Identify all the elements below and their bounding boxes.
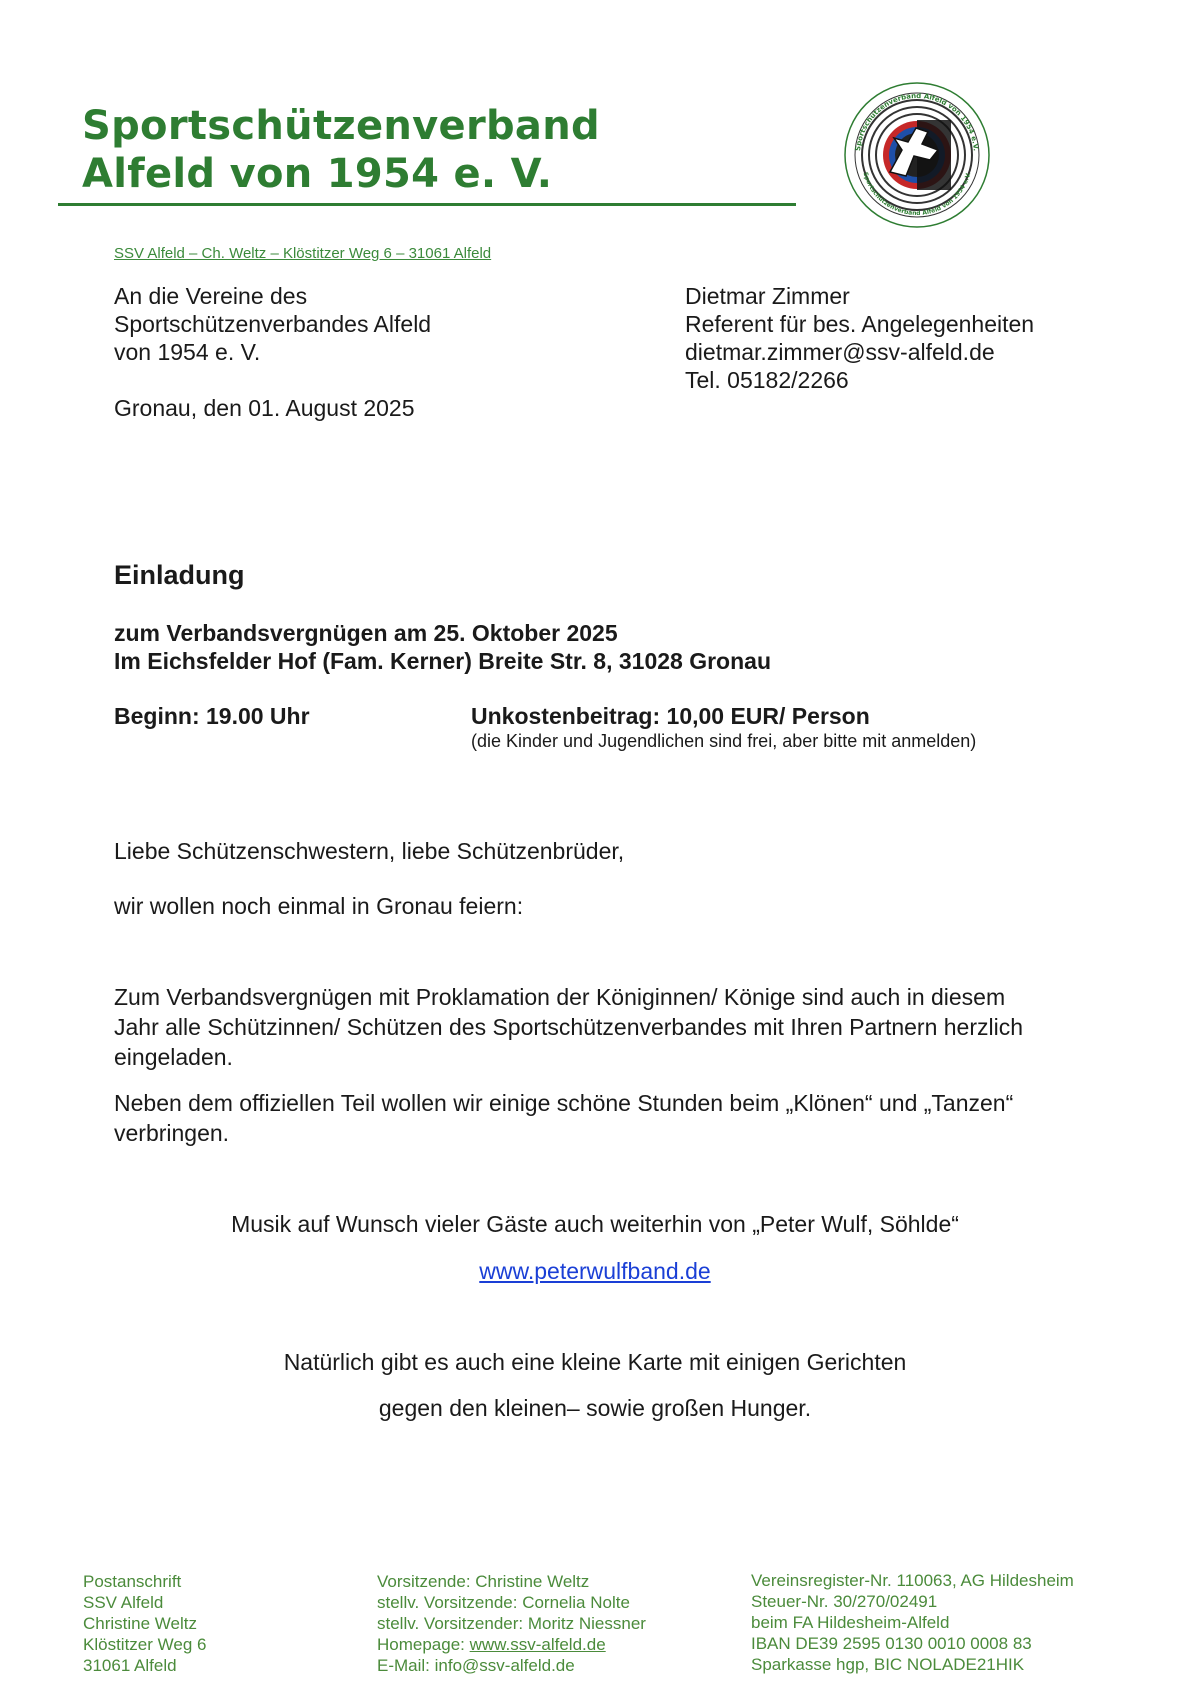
music-link[interactable]: www.peterwulfband.de	[479, 1258, 711, 1284]
footer-line: Klöstitzer Weg 6	[83, 1635, 207, 1654]
contact-block	[685, 282, 1034, 394]
paragraph-line: Neben dem offiziellen Teil wollen wir einige schöne Stunden beim „Klönen“ und „Tanzen“	[114, 1090, 1014, 1116]
footer-line: Steuer-Nr. 30/270/02491	[751, 1592, 938, 1611]
org-title-line2: Alfeld von 1954 e. V.	[82, 151, 553, 197]
footer-line: IBAN DE39 2595 0130 0010 0008 83	[751, 1634, 1032, 1653]
contact-name: Dietmar Zimmer	[685, 283, 850, 309]
paragraph-2	[114, 982, 1023, 1072]
club-logo	[842, 80, 992, 230]
footer-board-column	[377, 1571, 646, 1676]
contact-phone: Tel. 05182/2266	[685, 367, 849, 393]
paragraph-line: eingeladen.	[114, 1044, 233, 1070]
recipient-block	[114, 282, 431, 366]
footer-line: Sparkasse hgp, BIC NOLADE21HIK	[751, 1655, 1025, 1674]
homepage-label: Homepage:	[377, 1635, 470, 1654]
footer-line: beim FA Hildesheim-Alfeld	[751, 1613, 950, 1632]
sender-line: SSV Alfeld – Ch. Weltz – Klöstitzer Weg 6 – 31061 Alfeld	[114, 245, 492, 262]
footer-line: stellv. Vorsitzende: Cornelia Nolte	[377, 1593, 630, 1612]
recipient-line: Sportschützenverbandes Alfeld	[114, 311, 432, 337]
invitation-heading: Einladung	[114, 560, 245, 590]
footer-email-line[interactable]: E-Mail: info@ssv-alfeld.de	[377, 1656, 575, 1675]
paragraph-3	[114, 1088, 1013, 1148]
invitation-subtitle-1: zum Verbandsvergnügen am 25. Oktober 2025	[114, 620, 618, 646]
footer-line: 31061 Alfeld	[83, 1656, 177, 1675]
header-rule	[58, 203, 796, 206]
footer-registry-column	[751, 1570, 1074, 1675]
footer-homepage-line	[377, 1634, 646, 1655]
paragraph-line: Zum Verbandsvergnügen mit Proklamation der Königinnen/ Könige sind auch in diesem	[114, 984, 1006, 1010]
fee: Unkostenbeitrag: 10,00 EUR/ Person	[471, 703, 870, 729]
footer-line: Vereinsregister-Nr. 110063, AG Hildesheim	[751, 1571, 1074, 1590]
invitation-subtitle-2: Im Eichsfelder Hof (Fam. Kerner) Breite Str. 8, 31028 Gronau	[114, 648, 771, 674]
paragraph-1: wir wollen noch einmal in Gronau feiern:	[114, 893, 524, 919]
paragraph-line: verbringen.	[114, 1120, 230, 1146]
fee-note: (die Kinder und Jugendlichen sind frei, aber bitte mit anmelden)	[471, 731, 977, 751]
footer-line: Vorsitzende: Christine Weltz	[377, 1572, 590, 1591]
homepage-link[interactable]: www.ssv-alfeld.de	[469, 1635, 606, 1654]
footer-postal-column	[83, 1571, 206, 1676]
paragraph-line: Jahr alle Schützinnen/ Schützen des Sportschützenverbandes mit Ihren Partnern herzlich	[114, 1014, 1024, 1040]
org-title-line1: Sportschützenverband	[82, 103, 600, 149]
start-time: Beginn: 19.00 Uhr	[114, 703, 310, 729]
logo-ring-text-top: Sportschützenverband Alfeld von 1954 e.V.	[854, 91, 980, 152]
recipient-line: von 1954 e. V.	[114, 339, 261, 365]
music-line: Musik auf Wunsch vieler Gäste auch weiterhin von „Peter Wulf, Söhlde“	[231, 1211, 959, 1237]
footer-line: stellv. Vorsitzender: Moritz Niessner	[377, 1614, 646, 1633]
greeting: Liebe Schützenschwestern, liebe Schützenbrüder,	[114, 838, 625, 864]
date-line: Gronau, den 01. August 2025	[114, 395, 415, 421]
footer-line: Christine Weltz	[83, 1614, 197, 1633]
contact-email[interactable]: dietmar.zimmer@ssv-alfeld.de	[685, 339, 995, 365]
logo-ring-text-bottom: Sportschützenverband Alfeld von 1954 e.V.	[861, 171, 973, 218]
recipient-line: An die Vereine des	[114, 283, 308, 309]
food-line-1: Natürlich gibt es auch eine kleine Karte mit einigen Gerichten	[283, 1349, 907, 1375]
footer-line: Postanschrift	[83, 1572, 182, 1591]
contact-role: Referent für bes. Angelegenheiten	[685, 311, 1035, 337]
food-line-2: gegen den kleinen– sowie großen Hunger.	[378, 1395, 812, 1421]
footer-line: SSV Alfeld	[83, 1593, 164, 1612]
